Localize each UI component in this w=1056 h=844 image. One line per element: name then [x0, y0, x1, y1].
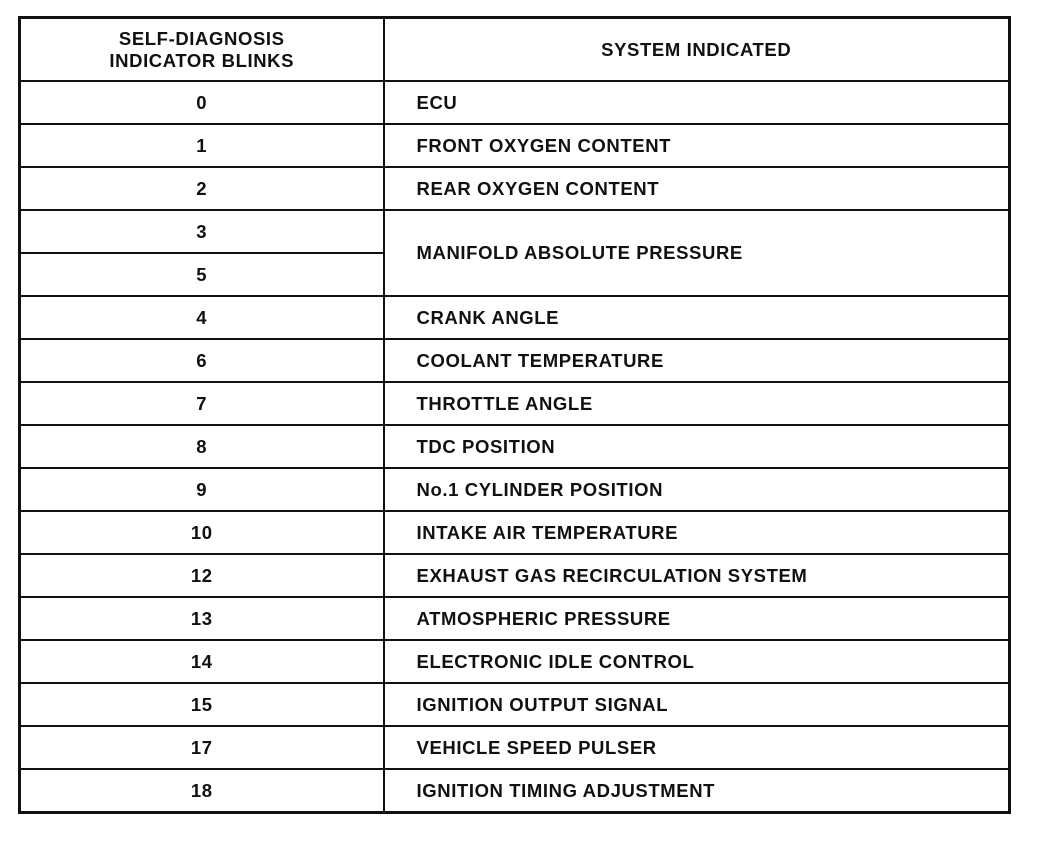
blinks-cell: 5 — [20, 253, 384, 296]
system-cell: IGNITION OUTPUT SIGNAL — [384, 683, 1010, 726]
system-cell: CRANK ANGLE — [384, 296, 1010, 339]
table-row — [20, 296, 1010, 339]
table-header-row — [20, 18, 1010, 82]
blinks-cell: 0 — [20, 81, 384, 124]
table-row — [20, 554, 1010, 597]
table-row — [20, 425, 1010, 468]
system-cell-merged: MANIFOLD ABSOLUTE PRESSURE — [384, 210, 1010, 296]
system-cell: No.1 CYLINDER POSITION — [384, 468, 1010, 511]
table-row — [20, 124, 1010, 167]
blinks-cell: 1 — [20, 124, 384, 167]
system-cell: ECU — [384, 81, 1010, 124]
system-cell: ELECTRONIC IDLE CONTROL — [384, 640, 1010, 683]
blinks-cell: 10 — [20, 511, 384, 554]
table-row — [20, 683, 1010, 726]
table-row — [20, 81, 1010, 124]
table-row — [20, 511, 1010, 554]
blinks-cell: 14 — [20, 640, 384, 683]
self-diagnosis-table — [18, 16, 1011, 814]
blinks-cell: 6 — [20, 339, 384, 382]
system-cell: THROTTLE ANGLE — [384, 382, 1010, 425]
table-row — [20, 640, 1010, 683]
blinks-cell: 3 — [20, 210, 384, 253]
blinks-cell: 12 — [20, 554, 384, 597]
table-row — [20, 769, 1010, 813]
system-cell: EXHAUST GAS RECIRCULATION SYSTEM — [384, 554, 1010, 597]
table-row — [20, 382, 1010, 425]
blinks-cell: 4 — [20, 296, 384, 339]
table-row — [20, 339, 1010, 382]
system-cell: TDC POSITION — [384, 425, 1010, 468]
blinks-cell: 9 — [20, 468, 384, 511]
blinks-header-line-2: INDICATOR BLINKS — [109, 49, 295, 71]
blinks-cell: 18 — [20, 769, 384, 813]
table-row — [20, 726, 1010, 769]
table-row — [20, 468, 1010, 511]
system-cell: FRONT OXYGEN CONTENT — [384, 124, 1010, 167]
blinks-cell: 8 — [20, 425, 384, 468]
system-cell: REAR OXYGEN CONTENT — [384, 167, 1010, 210]
system-cell: COOLANT TEMPERATURE — [384, 339, 1010, 382]
system-cell: ATMOSPHERIC PRESSURE — [384, 597, 1010, 640]
blinks-cell: 15 — [20, 683, 384, 726]
blinks-column-header — [20, 18, 384, 82]
table-row — [20, 210, 1010, 253]
system-cell: INTAKE AIR TEMPERATURE — [384, 511, 1010, 554]
system-column-header: SYSTEM INDICATED — [384, 18, 1010, 82]
blinks-cell: 7 — [20, 382, 384, 425]
blinks-header-line-1: SELF-DIAGNOSIS — [118, 27, 285, 49]
system-cell: IGNITION TIMING ADJUSTMENT — [384, 769, 1010, 813]
table-row — [20, 597, 1010, 640]
system-cell: VEHICLE SPEED PULSER — [384, 726, 1010, 769]
blinks-cell: 13 — [20, 597, 384, 640]
table-row — [20, 167, 1010, 210]
blinks-cell: 17 — [20, 726, 384, 769]
blinks-cell: 2 — [20, 167, 384, 210]
